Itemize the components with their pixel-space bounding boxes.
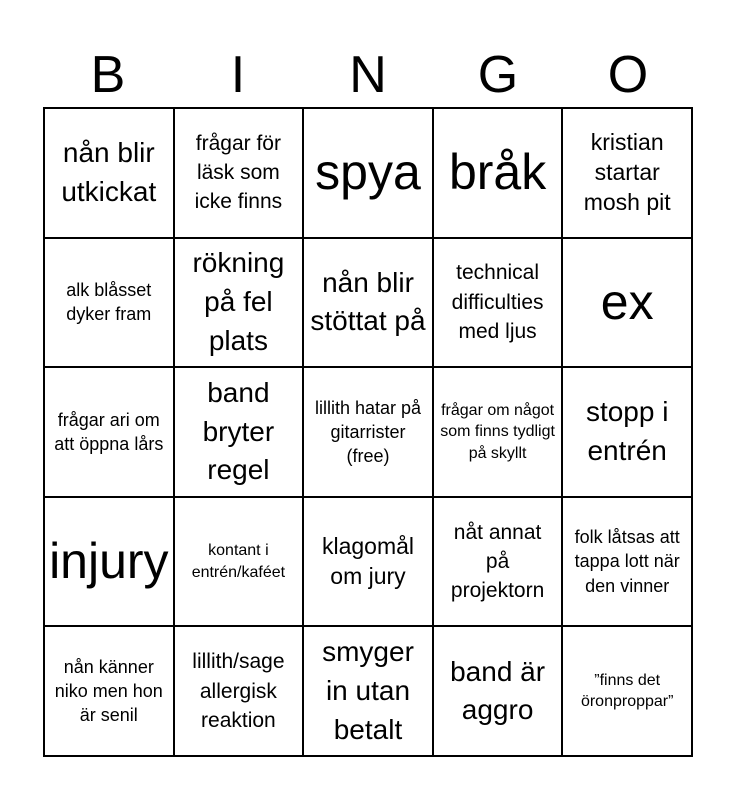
bingo-cell[interactable]: nån blir stöttat på: [303, 238, 433, 368]
bingo-cell[interactable]: alk blåsset dyker fram: [44, 238, 174, 368]
bingo-cell[interactable]: nåt annat på projektorn: [433, 497, 563, 627]
bingo-cell[interactable]: folk låtsas att tappa lott när den vinner: [562, 497, 692, 627]
bingo-cell[interactable]: stopp i entrén: [562, 367, 692, 497]
header-letter: I: [230, 46, 246, 104]
bingo-cell[interactable]: frågar för läsk som icke finns: [174, 108, 304, 238]
bingo-grid: [43, 107, 693, 757]
bingo-cell[interactable]: technical difficulties med ljus: [433, 238, 563, 368]
bingo-cell[interactable]: kontant i entrén/kaféet: [174, 497, 304, 627]
bingo-cell[interactable]: rökning på fel plats: [174, 238, 304, 368]
header-letter: B: [90, 46, 126, 104]
bingo-cell[interactable]: spya: [303, 108, 433, 238]
bingo-cell[interactable]: frågar om något som finns tydligt på skyllt: [433, 367, 563, 497]
bingo-cell[interactable]: kristian startar mosh pit: [562, 108, 692, 238]
header-letter: O: [607, 46, 649, 104]
bingo-cell[interactable]: frågar ari om att öppna lårs: [44, 367, 174, 497]
header-letter: G: [477, 46, 519, 104]
bingo-cell[interactable]: nån känner niko men hon är senil: [44, 626, 174, 756]
bingo-cell[interactable]: lillith/sage allergisk reaktion: [174, 626, 304, 756]
bingo-cell[interactable]: band bryter regel: [174, 367, 304, 497]
bingo-cell[interactable]: band är aggro: [433, 626, 563, 756]
bingo-cell[interactable]: ”finns det öronproppar”: [562, 626, 692, 756]
bingo-cell[interactable]: nån blir utkickat: [44, 108, 174, 238]
bingo-cell[interactable]: bråk: [433, 108, 563, 238]
bingo-cell[interactable]: lillith hatar på gitarrister (free): [303, 367, 433, 497]
bingo-header: [43, 44, 693, 106]
bingo-cell[interactable]: klagomål om jury: [303, 497, 433, 627]
bingo-cell[interactable]: smyger in utan betalt: [303, 626, 433, 756]
header-letter: N: [349, 46, 387, 104]
bingo-cell[interactable]: ex: [562, 238, 692, 368]
bingo-cell[interactable]: injury: [44, 497, 174, 627]
